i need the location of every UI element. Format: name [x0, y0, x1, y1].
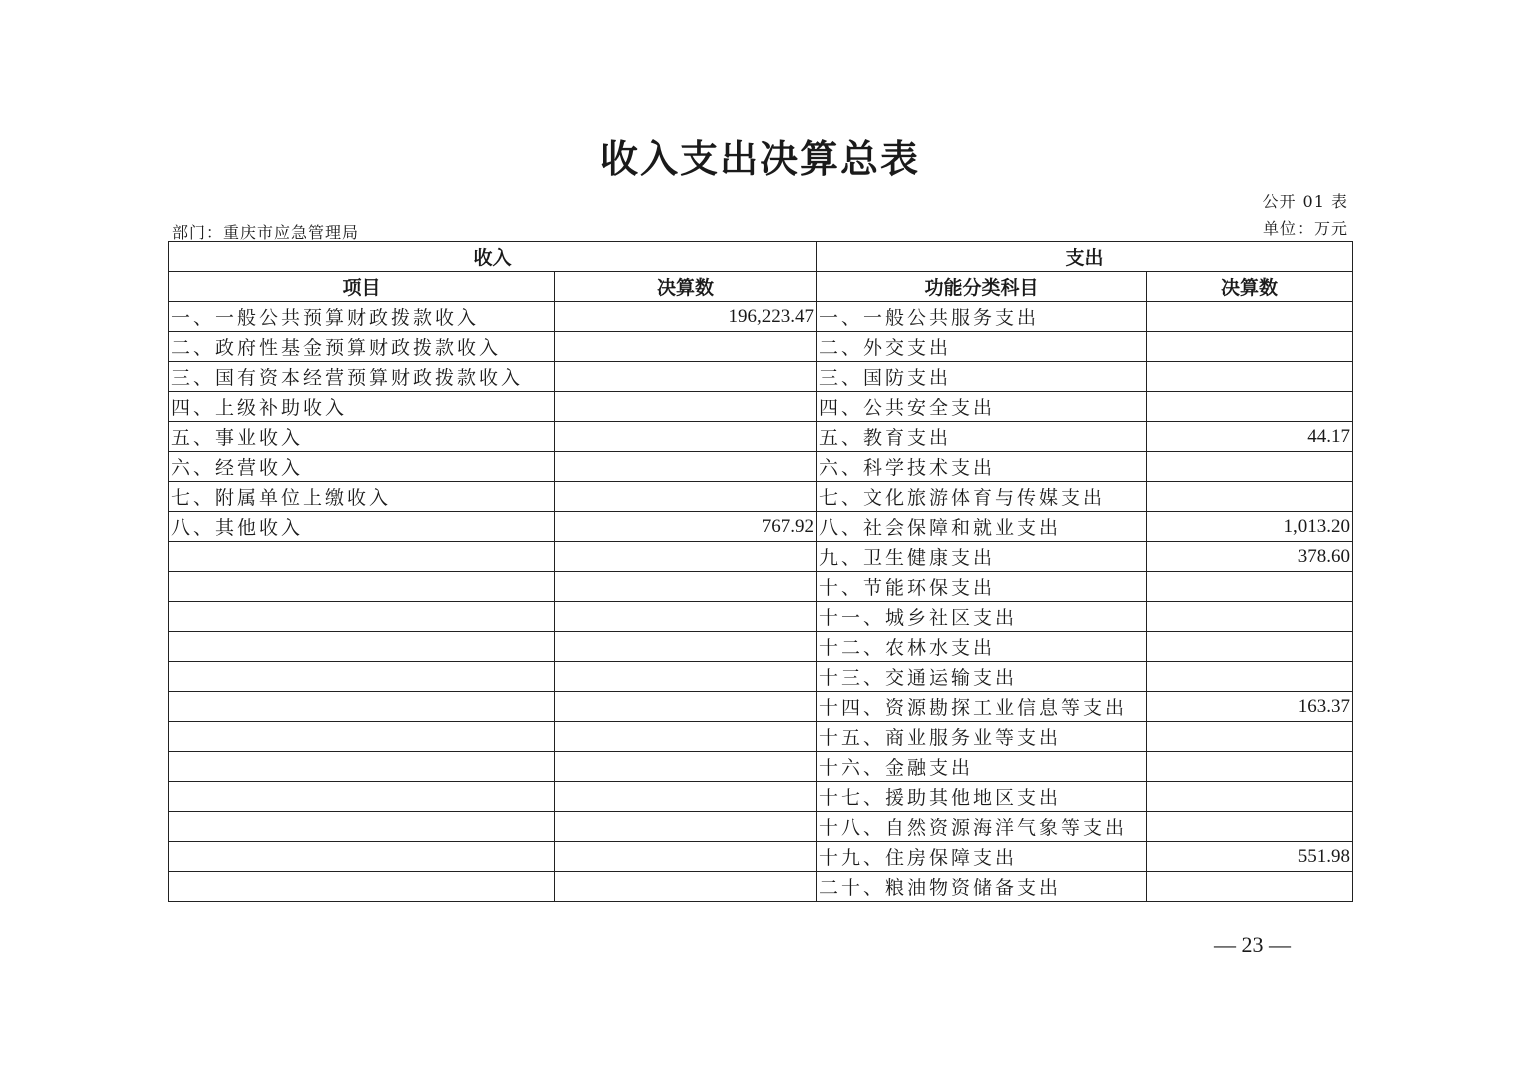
expense-amount-cell [1147, 362, 1353, 392]
income-item-cell [169, 542, 555, 572]
department-label: 部门：重庆市应急管理局 [172, 223, 360, 242]
table-row [169, 752, 1353, 782]
expense-amount-cell [1147, 302, 1353, 332]
income-item-cell [169, 812, 555, 842]
expense-item-cell: 一、一般公共服务支出 [817, 302, 1147, 332]
table-row [169, 872, 1353, 902]
income-item-cell [169, 782, 555, 812]
income-amount-cell [555, 362, 817, 392]
income-amount-cell [555, 782, 817, 812]
income-item-cell: 四、上级补助收入 [169, 392, 555, 422]
expense-amount-cell [1147, 632, 1353, 662]
expense-amount-cell: 378.60 [1147, 542, 1353, 572]
expense-item-cell: 八、社会保障和就业支出 [817, 512, 1147, 542]
expense-item-cell: 五、教育支出 [817, 422, 1147, 452]
expense-amount-cell [1147, 602, 1353, 632]
table-row [169, 692, 1353, 722]
expense-item-cell: 十九、住房保障支出 [817, 842, 1147, 872]
expense-item-cell: 十二、农林水支出 [817, 632, 1147, 662]
table-body [169, 302, 1353, 902]
expense-item-header: 功能分类科目 [817, 272, 1147, 302]
expense-item-cell: 十八、自然资源海洋气象等支出 [817, 812, 1147, 842]
expense-amount-cell [1147, 722, 1353, 752]
income-item-cell: 五、事业收入 [169, 422, 555, 452]
expense-item-cell: 四、公共安全支出 [817, 392, 1147, 422]
column-header-row [169, 272, 1353, 302]
income-item-cell [169, 842, 555, 872]
expense-item-cell: 十五、商业服务业等支出 [817, 722, 1147, 752]
table-row [169, 842, 1353, 872]
expense-amount-header: 决算数 [1147, 272, 1353, 302]
table-row [169, 362, 1353, 392]
budget-table [168, 241, 1353, 902]
table-row [169, 332, 1353, 362]
group-header-row [169, 242, 1353, 272]
income-amount-cell [555, 602, 817, 632]
income-amount-cell [555, 812, 817, 842]
expense-item-cell: 三、国防支出 [817, 362, 1147, 392]
table-row [169, 632, 1353, 662]
income-item-cell [169, 752, 555, 782]
income-item-cell [169, 632, 555, 662]
income-amount-cell [555, 872, 817, 902]
income-amount-cell [555, 392, 817, 422]
income-amount-cell [555, 842, 817, 872]
income-item-cell [169, 722, 555, 752]
income-item-cell [169, 692, 555, 722]
expense-amount-cell [1147, 452, 1353, 482]
table-row [169, 572, 1353, 602]
table-row [169, 392, 1353, 422]
income-item-cell: 三、国有资本经营预算财政拨款收入 [169, 362, 555, 392]
income-item-cell: 一、一般公共预算财政拨款收入 [169, 302, 555, 332]
income-amount-cell [555, 572, 817, 602]
expense-item-cell: 二十、粮油物资储备支出 [817, 872, 1147, 902]
table-row [169, 812, 1353, 842]
income-item-cell: 八、其他收入 [169, 512, 555, 542]
expense-item-cell: 十六、金融支出 [817, 752, 1147, 782]
expense-amount-cell [1147, 332, 1353, 362]
expense-item-cell: 十三、交通运输支出 [817, 662, 1147, 692]
income-amount-cell [555, 482, 817, 512]
expense-item-cell: 十七、援助其他地区支出 [817, 782, 1147, 812]
income-amount-cell [555, 422, 817, 452]
table-row [169, 722, 1353, 752]
income-amount-cell [555, 332, 817, 362]
table-row [169, 782, 1353, 812]
table-row [169, 452, 1353, 482]
expense-group-header: 支出 [817, 242, 1353, 272]
income-amount-cell [555, 722, 817, 752]
income-amount-cell [555, 542, 817, 572]
expense-amount-cell [1147, 752, 1353, 782]
expense-item-cell: 十四、资源勘探工业信息等支出 [817, 692, 1147, 722]
expense-amount-cell [1147, 872, 1353, 902]
income-item-cell [169, 662, 555, 692]
table-row [169, 422, 1353, 452]
expense-item-cell: 九、卫生健康支出 [817, 542, 1147, 572]
expense-amount-cell: 1,013.20 [1147, 512, 1353, 542]
table-row [169, 482, 1353, 512]
expense-item-cell: 十一、城乡社区支出 [817, 602, 1147, 632]
expense-amount-cell: 44.17 [1147, 422, 1353, 452]
expense-amount-cell [1147, 482, 1353, 512]
page-title: 收入支出决算总表 [599, 136, 920, 181]
income-item-cell [169, 872, 555, 902]
page-number: — 23 — [1214, 932, 1291, 957]
income-amount-cell [555, 692, 817, 722]
unit-label: 单位：万元 [1262, 219, 1348, 238]
income-amount-header: 决算数 [555, 272, 817, 302]
income-amount-cell: 767.92 [555, 512, 817, 542]
expense-item-cell: 十、节能环保支出 [817, 572, 1147, 602]
income-item-cell: 二、政府性基金预算财政拨款收入 [169, 332, 555, 362]
table-row [169, 302, 1353, 332]
table-row [169, 602, 1353, 632]
income-amount-cell [555, 752, 817, 782]
expense-amount-cell [1147, 392, 1353, 422]
income-item-cell [169, 572, 555, 602]
income-item-cell [169, 602, 555, 632]
expense-amount-cell [1147, 812, 1353, 842]
income-amount-cell [555, 662, 817, 692]
expense-amount-cell: 163.37 [1147, 692, 1353, 722]
income-amount-cell: 196,223.47 [555, 302, 817, 332]
form-number: 公开 01 表 [1262, 192, 1348, 211]
income-item-header: 项目 [169, 272, 555, 302]
income-item-cell: 七、附属单位上缴收入 [169, 482, 555, 512]
expense-item-cell: 七、文化旅游体育与传媒支出 [817, 482, 1147, 512]
income-amount-cell [555, 632, 817, 662]
table-row [169, 542, 1353, 572]
income-group-header: 收入 [169, 242, 817, 272]
income-amount-cell [555, 452, 817, 482]
income-item-cell: 六、经营收入 [169, 452, 555, 482]
expense-amount-cell [1147, 572, 1353, 602]
table-row [169, 662, 1353, 692]
expense-amount-cell [1147, 662, 1353, 692]
table-row [169, 512, 1353, 542]
expense-amount-cell: 551.98 [1147, 842, 1353, 872]
expense-item-cell: 六、科学技术支出 [817, 452, 1147, 482]
expense-amount-cell [1147, 782, 1353, 812]
expense-item-cell: 二、外交支出 [817, 332, 1147, 362]
